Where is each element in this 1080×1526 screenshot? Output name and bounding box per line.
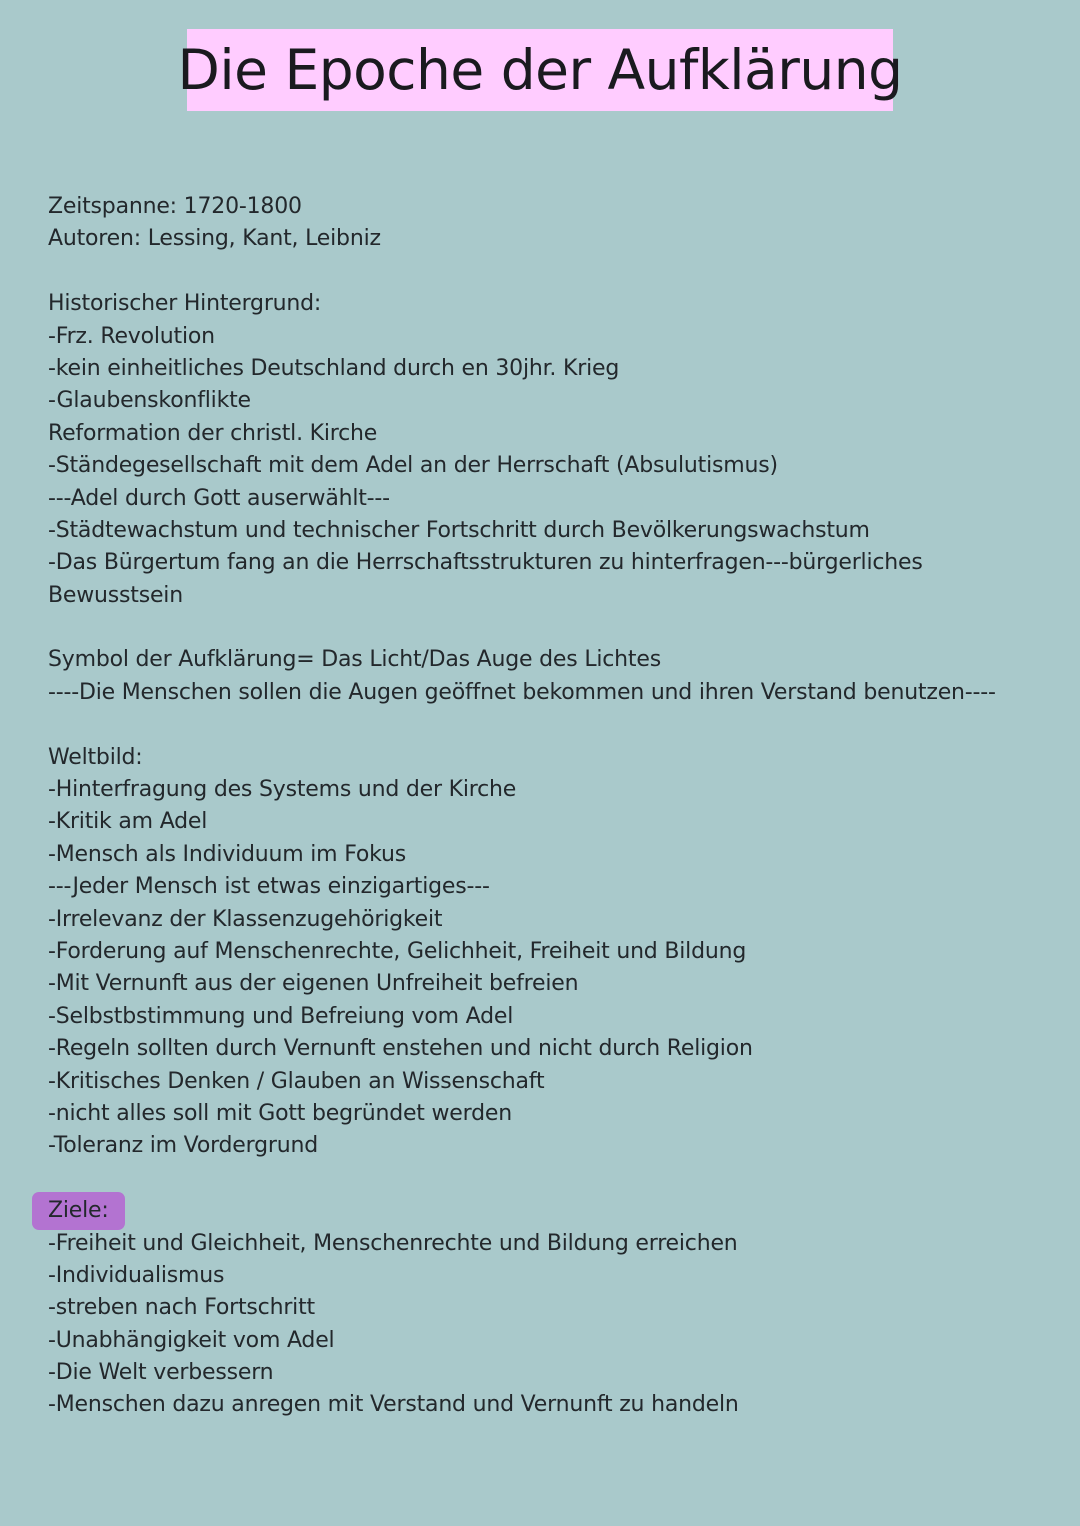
list-item: -Glaubenskonflikte (48, 388, 251, 414)
list-item: -Individualismus (48, 1262, 225, 1288)
list-item: -Mit Vernunft aus der eigenen Unfreiheit befreien (48, 971, 579, 997)
ziele-heading-row (48, 1195, 1058, 1227)
ziele-heading: Ziele: (32, 1192, 125, 1230)
list-item: Reformation der christl. Kirche (48, 420, 378, 446)
spacer (48, 612, 1058, 644)
list-item: -Die Welt verbessern (48, 1360, 274, 1386)
list-item: -Irrelevanz der Klassenzugehörigkeit (48, 906, 443, 932)
weltbild-heading: Weltbild: (48, 744, 143, 770)
symbol-explanation: ----Die Menschen sollen die Augen geöffnet bekommen und ihren Verstand benutzen---- (48, 679, 996, 705)
list-item: -Unabhängigkeit vom Adel (48, 1327, 335, 1353)
list-item: -Forderung auf Menschenrechte, Gelichheit, Freiheit und Bildung (48, 938, 747, 964)
list-item: -Selbstbstimmung und Befreiung vom Adel (48, 1003, 514, 1029)
list-item: -kein einheitliches Deutschland durch en 30jhr. Krieg (48, 355, 620, 381)
list-item: -Städtewachstum und technischer Fortschritt durch Bevölkerungswachstum (48, 517, 870, 543)
symbol-line: Symbol der Aufklärung= Das Licht/Das Auge des Lichtes (48, 647, 661, 673)
list-item: -Kritisches Denken / Glauben an Wissenschaft (48, 1068, 545, 1094)
spacer (48, 709, 1058, 741)
autoren-line: Autoren: Lessing, Kant, Leibniz (48, 226, 381, 252)
list-item: -Hinterfragung des Systems und der Kirche (48, 777, 517, 803)
list-item: -Mensch als Individuum im Fokus (48, 841, 406, 867)
list-item: -nicht alles soll mit Gott begründet werden (48, 1100, 512, 1126)
page-title: Die Epoche der Aufklärung (177, 37, 903, 102)
list-item: -Menschen dazu anregen mit Verstand und Vernunft zu handeln (48, 1392, 739, 1418)
historischer-hintergrund-heading: Historischer Hintergrund: (48, 291, 322, 317)
zeitspanne-line: Zeitspanne: 1720-1800 (48, 194, 302, 219)
spacer (48, 256, 1058, 288)
list-item: ---Jeder Mensch ist etwas einzigartiges--- (48, 874, 490, 900)
list-item: -Toleranz im Vordergrund (48, 1133, 318, 1159)
list-item: Bewusstsein (48, 582, 183, 608)
list-item: ---Adel durch Gott auserwählt--- (48, 485, 390, 511)
list-item: -Ständegesellschaft mit dem Adel an der Herrschaft (Absulutismus) (48, 453, 778, 479)
list-item: -Frz. Revolution (48, 323, 215, 349)
title-highlight (177, 29, 903, 111)
list-item: -Kritik am Adel (48, 809, 208, 835)
list-item: -Das Bürgertum fang an die Herrschaftsstrukturen zu hinterfragen---bürgerliches (48, 550, 923, 576)
list-item: -Freiheit und Gleichheit, Menschenrechte und Bildung erreichen (48, 1230, 738, 1256)
document-body (48, 191, 1058, 1422)
spacer (48, 1163, 1058, 1195)
list-item: -Regeln sollten durch Vernunft enstehen und nicht durch Religion (48, 1036, 753, 1062)
list-item: -streben nach Fortschritt (48, 1295, 315, 1321)
